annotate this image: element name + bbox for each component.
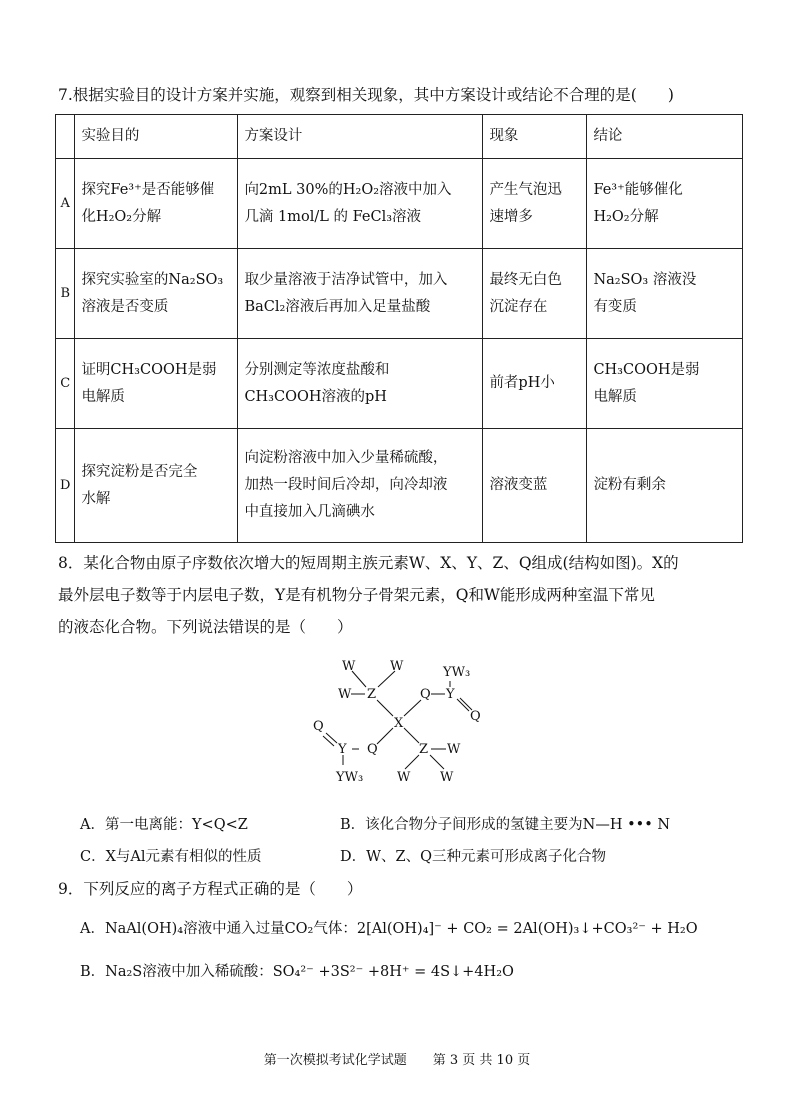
atom-w: W xyxy=(397,770,411,785)
q8-option-c[interactable]: C．X与Al元素有相似的性质 xyxy=(80,849,262,865)
q8-option-a[interactable]: A．第一电离能：Y<Q<Z xyxy=(80,817,248,833)
cell-conclusion: CH₃COOH是弱 电解质 xyxy=(587,339,743,429)
header-design: 方案设计 xyxy=(238,115,483,159)
atom-q: Q xyxy=(313,719,324,734)
header-cell xyxy=(56,115,75,159)
atom-w: W xyxy=(440,770,454,785)
atom-z: Z xyxy=(419,742,429,757)
cell-purpose: 探究淀粉是否完全 水解 xyxy=(75,429,238,543)
q8-stem-line-1: 8．某化合物由原子序数依次增大的短周期主族元素W、X、Y、Z、Q组成(结构如图)。X的 xyxy=(58,554,679,572)
q7-stem: 7.根据实验目的设计方案并实施，观察到相关现象，其中方案设计或结论不合理的是( ) xyxy=(58,86,674,104)
atom-yw3: YW₃ xyxy=(336,770,364,785)
atom-yw3: YW₃ xyxy=(443,665,471,680)
header-phenomenon: 现象 xyxy=(483,115,587,159)
header-purpose: 实验目的 xyxy=(75,115,238,159)
atom-w: W xyxy=(447,742,461,757)
cell-phenomenon: 最终无白色 沉淀存在 xyxy=(483,249,587,339)
table-row-d xyxy=(56,429,743,543)
structure-diagram xyxy=(300,652,500,796)
atom-z: Z xyxy=(367,687,377,702)
table-header-row xyxy=(56,115,743,159)
q8-stem-line-2: 最外层电子数等于内层电子数，Y是有机物分子骨架元素，Q和W能形成两种室温下常见 xyxy=(58,586,655,604)
cell-conclusion: Na₂SO₃ 溶液没 有变质 xyxy=(587,249,743,339)
atom-w: W xyxy=(338,687,352,702)
cell-design: 取少量溶液于洁净试管中，加入 BaCl₂溶液后再加入足量盐酸 xyxy=(238,249,483,339)
atom-y: Y xyxy=(338,742,347,757)
q9-option-a[interactable]: A．NaAl(OH)₄溶液中通入过量CO₂气体：2[Al(OH)₄]⁻ + CO₂ = 2Al(OH)₃↓+CO₃²⁻ + H₂O xyxy=(80,921,698,937)
cell-design: 向淀粉溶液中加入少量稀硫酸， 加热一段时间后冷却，向冷却液 中直接加入几滴碘水 xyxy=(238,429,483,543)
atom-q: Q xyxy=(470,709,481,724)
row-label: C xyxy=(56,339,75,429)
cell-purpose: 探究Fe³⁺是否能够催 化H₂O₂分解 xyxy=(75,159,238,249)
q8-stem-line-3: 的液态化合物。下列说法错误的是（ ） xyxy=(58,618,353,636)
page-footer: 第一次模拟考试化学试题 第 3 页 共 10 页 xyxy=(263,1053,531,1068)
atom-w: W xyxy=(390,659,404,674)
atom-x: X xyxy=(394,716,404,731)
atom-w: W xyxy=(342,659,356,674)
cell-phenomenon: 前者pH小 xyxy=(483,339,587,429)
cell-design: 向2mL 30%的H₂O₂溶液中加入 几滴 1mol/L 的 FeCl₃溶液 xyxy=(238,159,483,249)
q8-option-d[interactable]: D．W、Z、Q三种元素可形成离子化合物 xyxy=(340,849,606,865)
atom-q: Q xyxy=(420,687,431,702)
q8-option-b[interactable]: B．该化合物分子间形成的氢键主要为N—H ••• N xyxy=(340,817,671,833)
cell-purpose: 探究实验室的Na₂SO₃ 溶液是否变质 xyxy=(75,249,238,339)
cell-conclusion: Fe³⁺能够催化 H₂O₂分解 xyxy=(587,159,743,249)
row-label: B xyxy=(56,249,75,339)
cell-purpose: 证明CH₃COOH是弱 电解质 xyxy=(75,339,238,429)
atom-y: Y xyxy=(446,687,455,702)
table-row-a xyxy=(56,159,743,249)
atom-q: Q xyxy=(367,742,378,757)
cell-phenomenon: 产生气泡迅 速增多 xyxy=(483,159,587,249)
q9-option-b[interactable]: B．Na₂S溶液中加入稀硫酸：SO₄²⁻ +3S²⁻ +8H⁺ = 4S↓+4H₂O xyxy=(80,964,514,980)
cell-design: 分别测定等浓度盐酸和 CH₃COOH溶液的pH xyxy=(238,339,483,429)
cell-phenomenon: 溶液变蓝 xyxy=(483,429,587,543)
table-row-c xyxy=(56,339,743,429)
experiment-table xyxy=(55,114,743,543)
row-label: D xyxy=(56,429,75,543)
q9-stem: 9．下列反应的离子方程式正确的是（ ） xyxy=(58,880,363,898)
header-conclusion: 结论 xyxy=(587,115,743,159)
cell-conclusion: 淀粉有剩余 xyxy=(587,429,743,543)
row-label: A xyxy=(56,159,75,249)
table-row-b xyxy=(56,249,743,339)
